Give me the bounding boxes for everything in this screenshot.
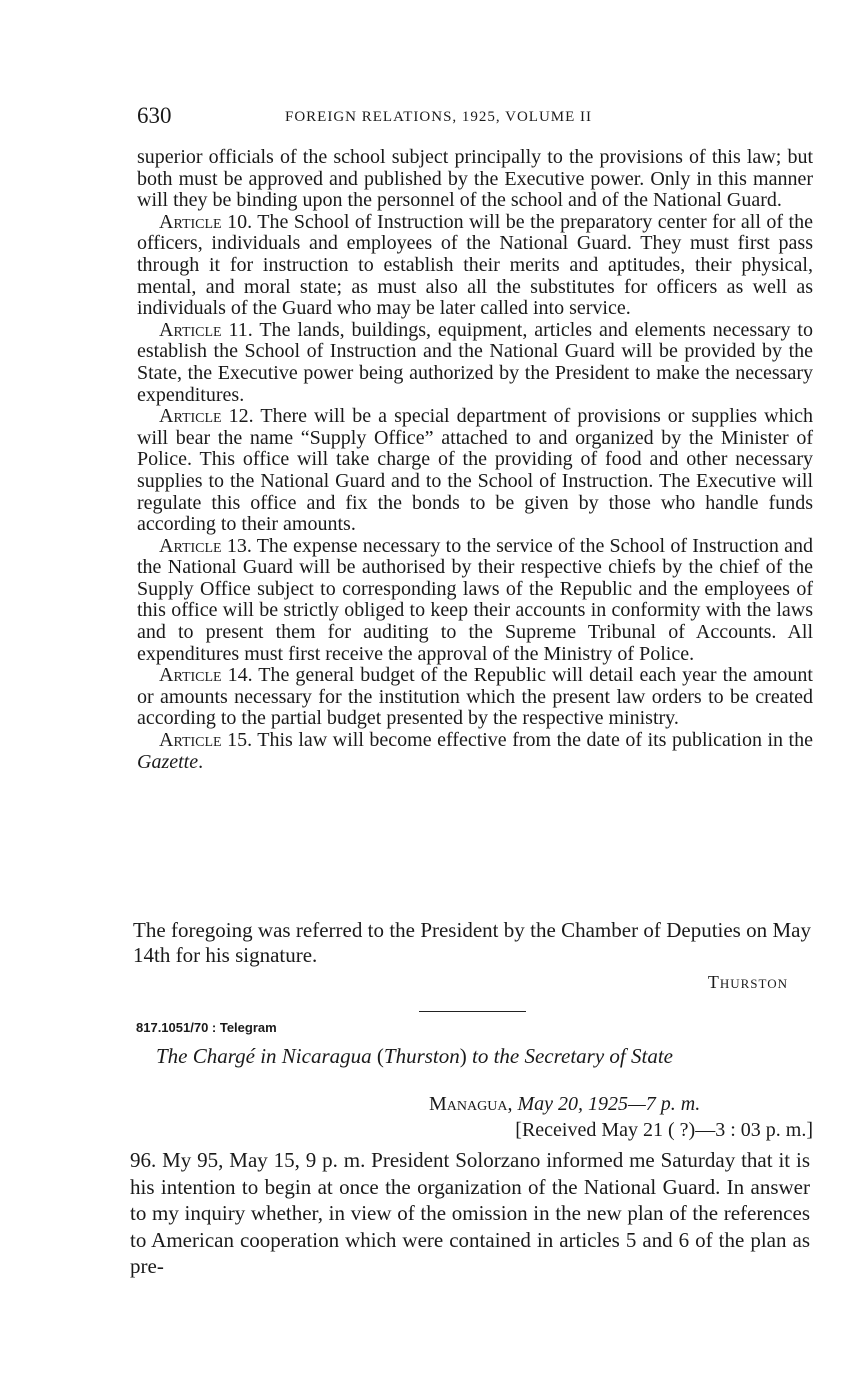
closing-paragraph: The foregoing was referred to the President by the Chamber of Deputies on May 14th for his signature. bbox=[133, 918, 811, 967]
article-label: Article bbox=[159, 210, 222, 233]
article-text: 12. There will be a special department of provisions or supplies which will bear the name “Supply Office” attached to and organized by the Minister of Police. This office will take charge of the providing of food and other necessary supplies to the National Guard and to the School of Instruction. The Executive will regulate this office and fix the bonds to be given by those who handle funds according to their amounts. bbox=[137, 405, 813, 536]
document-heading bbox=[156, 1044, 673, 1069]
signature: Thurston bbox=[707, 972, 788, 992]
article-label: Article bbox=[159, 318, 222, 341]
received-line: [Received May 21 ( ?)—3 : 03 p. m.] bbox=[515, 1119, 813, 1141]
continuation-paragraph: superior officials of the school subject principally to the provisions of this law; but both must be approved and published by the Executive power. Only in this manner will they be binding upon the personnel of the school and of the National Guard. bbox=[137, 146, 813, 212]
article-label: Article bbox=[159, 664, 222, 687]
heading-part-2: to the Secretary of State bbox=[466, 1044, 673, 1068]
gazette-title: Gazette bbox=[137, 750, 199, 773]
heading-paren-close: ) bbox=[459, 1044, 467, 1068]
dateline bbox=[429, 1093, 700, 1116]
article-11 bbox=[137, 320, 813, 406]
running-head bbox=[137, 103, 813, 133]
article-end: . bbox=[198, 750, 204, 773]
running-head-title: FOREIGN RELATIONS, 1925, VOLUME II bbox=[285, 109, 593, 125]
dateline-place: Managua, bbox=[429, 1093, 513, 1115]
article-label: Article bbox=[159, 405, 222, 428]
article-label: Article bbox=[159, 729, 222, 752]
article-text: 13. The expense necessary to the service of the School of Instruction and the National Guard will be authorised by their respective chiefs by the chief of the Supply Office subject to corresponding laws of the Republic and the employees of this office will be strictly obliged to keep their accounts in conformity with the laws and to present them for auditing to the Supreme Tribunal of Accounts. All expenditures must first receive the approval of the Ministry of Police. bbox=[137, 534, 813, 665]
article-10 bbox=[137, 212, 813, 320]
article-text: 14. The general budget of the Republic will detail each year the amount or amounts necessary for the institution which the present law orders to be created according to the partial budget presented by the respective ministry. bbox=[137, 664, 813, 730]
article-label: Article bbox=[159, 534, 222, 557]
article-text: 10. The School of Instruction will be the preparatory center for all of the officers, individuals and employees of the National Guard. They must first pass through it for instruction to establish their merits and aptitudes, their physical, mental, and moral state; as must also all the substitutes for officers as well as individuals of the Guard who may be later called into service. bbox=[137, 210, 813, 320]
article-text: 11. The lands, buildings, equipment, articles and elements necessary to establish the School of Instruction and the National Guard will be provided by the State, the Executive power being authorized by the President to make the necessary expenditures. bbox=[137, 318, 813, 406]
section-divider bbox=[419, 1011, 526, 1012]
file-reference: 817.1051/70 : Telegram bbox=[136, 1020, 277, 1035]
dateline-date: May 20, 1925—7 p. m. bbox=[512, 1093, 701, 1115]
page-number: 630 bbox=[137, 103, 172, 128]
article-12 bbox=[137, 406, 813, 536]
heading-name: Thurston bbox=[383, 1044, 460, 1068]
law-articles-text bbox=[137, 147, 813, 773]
telegram-body: 96. My 95, May 15, 9 p. m. President Solorzano informed me Saturday that it is his intention to begin at once the organization of the National Guard. In answer to my inquiry whether, in view of the omission in the new plan of the references to American cooperation which were contained in articles 5 and 6 of the plan as pre- bbox=[130, 1148, 810, 1278]
article-15 bbox=[137, 730, 813, 773]
heading-paren-open: ( bbox=[376, 1044, 384, 1068]
article-14 bbox=[137, 665, 813, 730]
heading-part-1: The Chargé in Nicaragua bbox=[156, 1044, 377, 1068]
article-text: 15. This law will become effective from the date of its publication in the bbox=[221, 729, 813, 752]
article-13 bbox=[137, 536, 813, 666]
